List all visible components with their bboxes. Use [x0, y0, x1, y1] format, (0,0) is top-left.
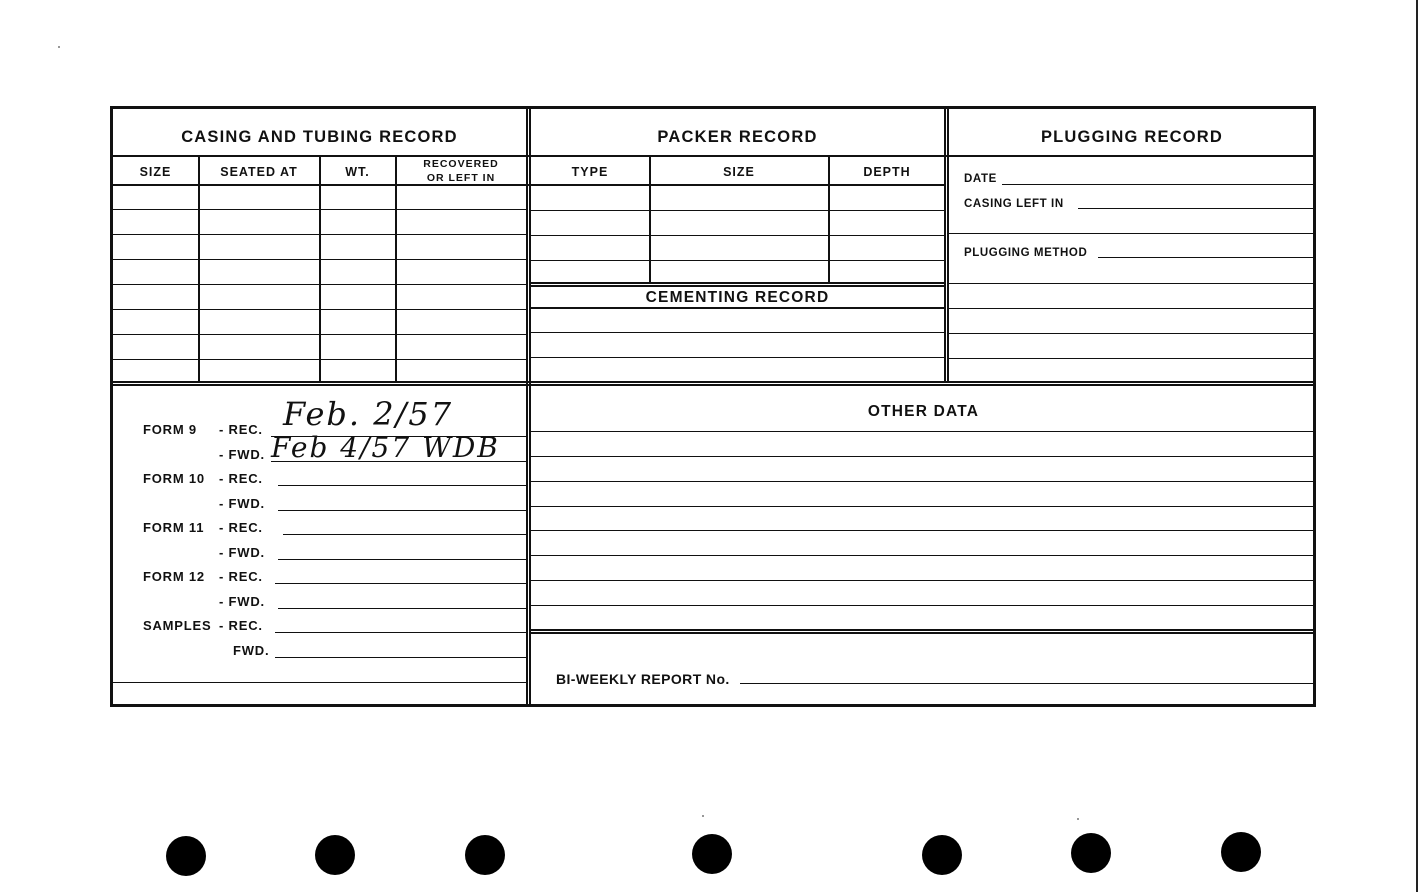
- handwriting-form9-fwd: Feb 4/57 WDB: [271, 431, 500, 464]
- col-seated-at: SEATED AT: [220, 165, 298, 179]
- handwriting-form9-rec: Feb. 2/57: [283, 395, 454, 433]
- form10-rec-label: - REC.: [219, 471, 263, 486]
- col-packer-size: SIZE: [723, 165, 755, 179]
- form12-fwd-field[interactable]: [278, 608, 526, 609]
- form10-rec-field[interactable]: [278, 485, 526, 486]
- col-depth: DEPTH: [863, 165, 911, 179]
- form11-label: FORM 11: [143, 520, 205, 535]
- punch-hole-6: [1071, 833, 1111, 873]
- form11-rec-field[interactable]: [283, 534, 526, 535]
- form12-label: FORM 12: [143, 569, 205, 584]
- form11-rec-label: - REC.: [219, 520, 263, 535]
- samples-rec-field[interactable]: [275, 632, 526, 633]
- col-type: TYPE: [571, 165, 609, 179]
- samples-fwd-label: FWD.: [233, 643, 270, 658]
- punch-hole-1: [166, 836, 206, 876]
- punch-hole-4: [692, 834, 732, 874]
- casing-left-in-field[interactable]: [1078, 208, 1313, 209]
- form12-fwd-label: - FWD.: [219, 594, 265, 609]
- col-recovered: RECOVERED: [423, 158, 499, 170]
- form9-fwd-label: - FWD.: [219, 447, 265, 462]
- page-edge-shadow: [1416, 0, 1418, 892]
- samples-label: SAMPLES: [143, 618, 212, 633]
- samples-rec-label: - REC.: [219, 618, 263, 633]
- col-wt: WT.: [345, 165, 370, 179]
- form10-label: FORM 10: [143, 471, 205, 486]
- form11-fwd-field[interactable]: [278, 559, 526, 560]
- biweekly-report-label: BI-WEEKLY REPORT No.: [556, 671, 730, 687]
- plugging-method-label: PLUGGING METHOD: [964, 247, 1088, 259]
- form12-rec-label: - REC.: [219, 569, 263, 584]
- plugging-title: PLUGGING RECORD: [1040, 128, 1224, 146]
- packer-title: PACKER RECORD: [657, 128, 818, 146]
- form9-rec-label: - REC.: [219, 422, 263, 437]
- punch-hole-2: [315, 835, 355, 875]
- casing-tubing-title: CASING AND TUBING RECORD: [181, 128, 458, 146]
- col-left-in: OR LEFT IN: [426, 172, 496, 184]
- punch-hole-5: [922, 835, 962, 875]
- plugging-date-field[interactable]: [1002, 184, 1313, 185]
- casing-left-in-label: CASING LEFT IN: [964, 198, 1064, 210]
- biweekly-report-field[interactable]: [740, 683, 1316, 684]
- cementing-title: CEMENTING RECORD: [645, 289, 830, 306]
- samples-fwd-field[interactable]: [275, 657, 526, 658]
- divider-top-bottom: [113, 381, 1313, 386]
- plugging-date-label: DATE: [964, 173, 997, 185]
- punch-hole-3: [465, 835, 505, 875]
- punch-hole-7: [1221, 832, 1261, 872]
- plugging-method-field[interactable]: [1098, 257, 1313, 258]
- form11-fwd-label: - FWD.: [219, 545, 265, 560]
- col-size: SIZE: [139, 165, 172, 179]
- other-data-title: OTHER DATA: [867, 403, 980, 420]
- well-record-card: [110, 106, 1316, 707]
- form10-fwd-field[interactable]: [278, 510, 526, 511]
- form9-label: FORM 9: [143, 422, 197, 437]
- divider-packer-plugging: [944, 109, 949, 382]
- form10-fwd-label: - FWD.: [219, 496, 265, 511]
- form12-rec-field[interactable]: [275, 583, 526, 584]
